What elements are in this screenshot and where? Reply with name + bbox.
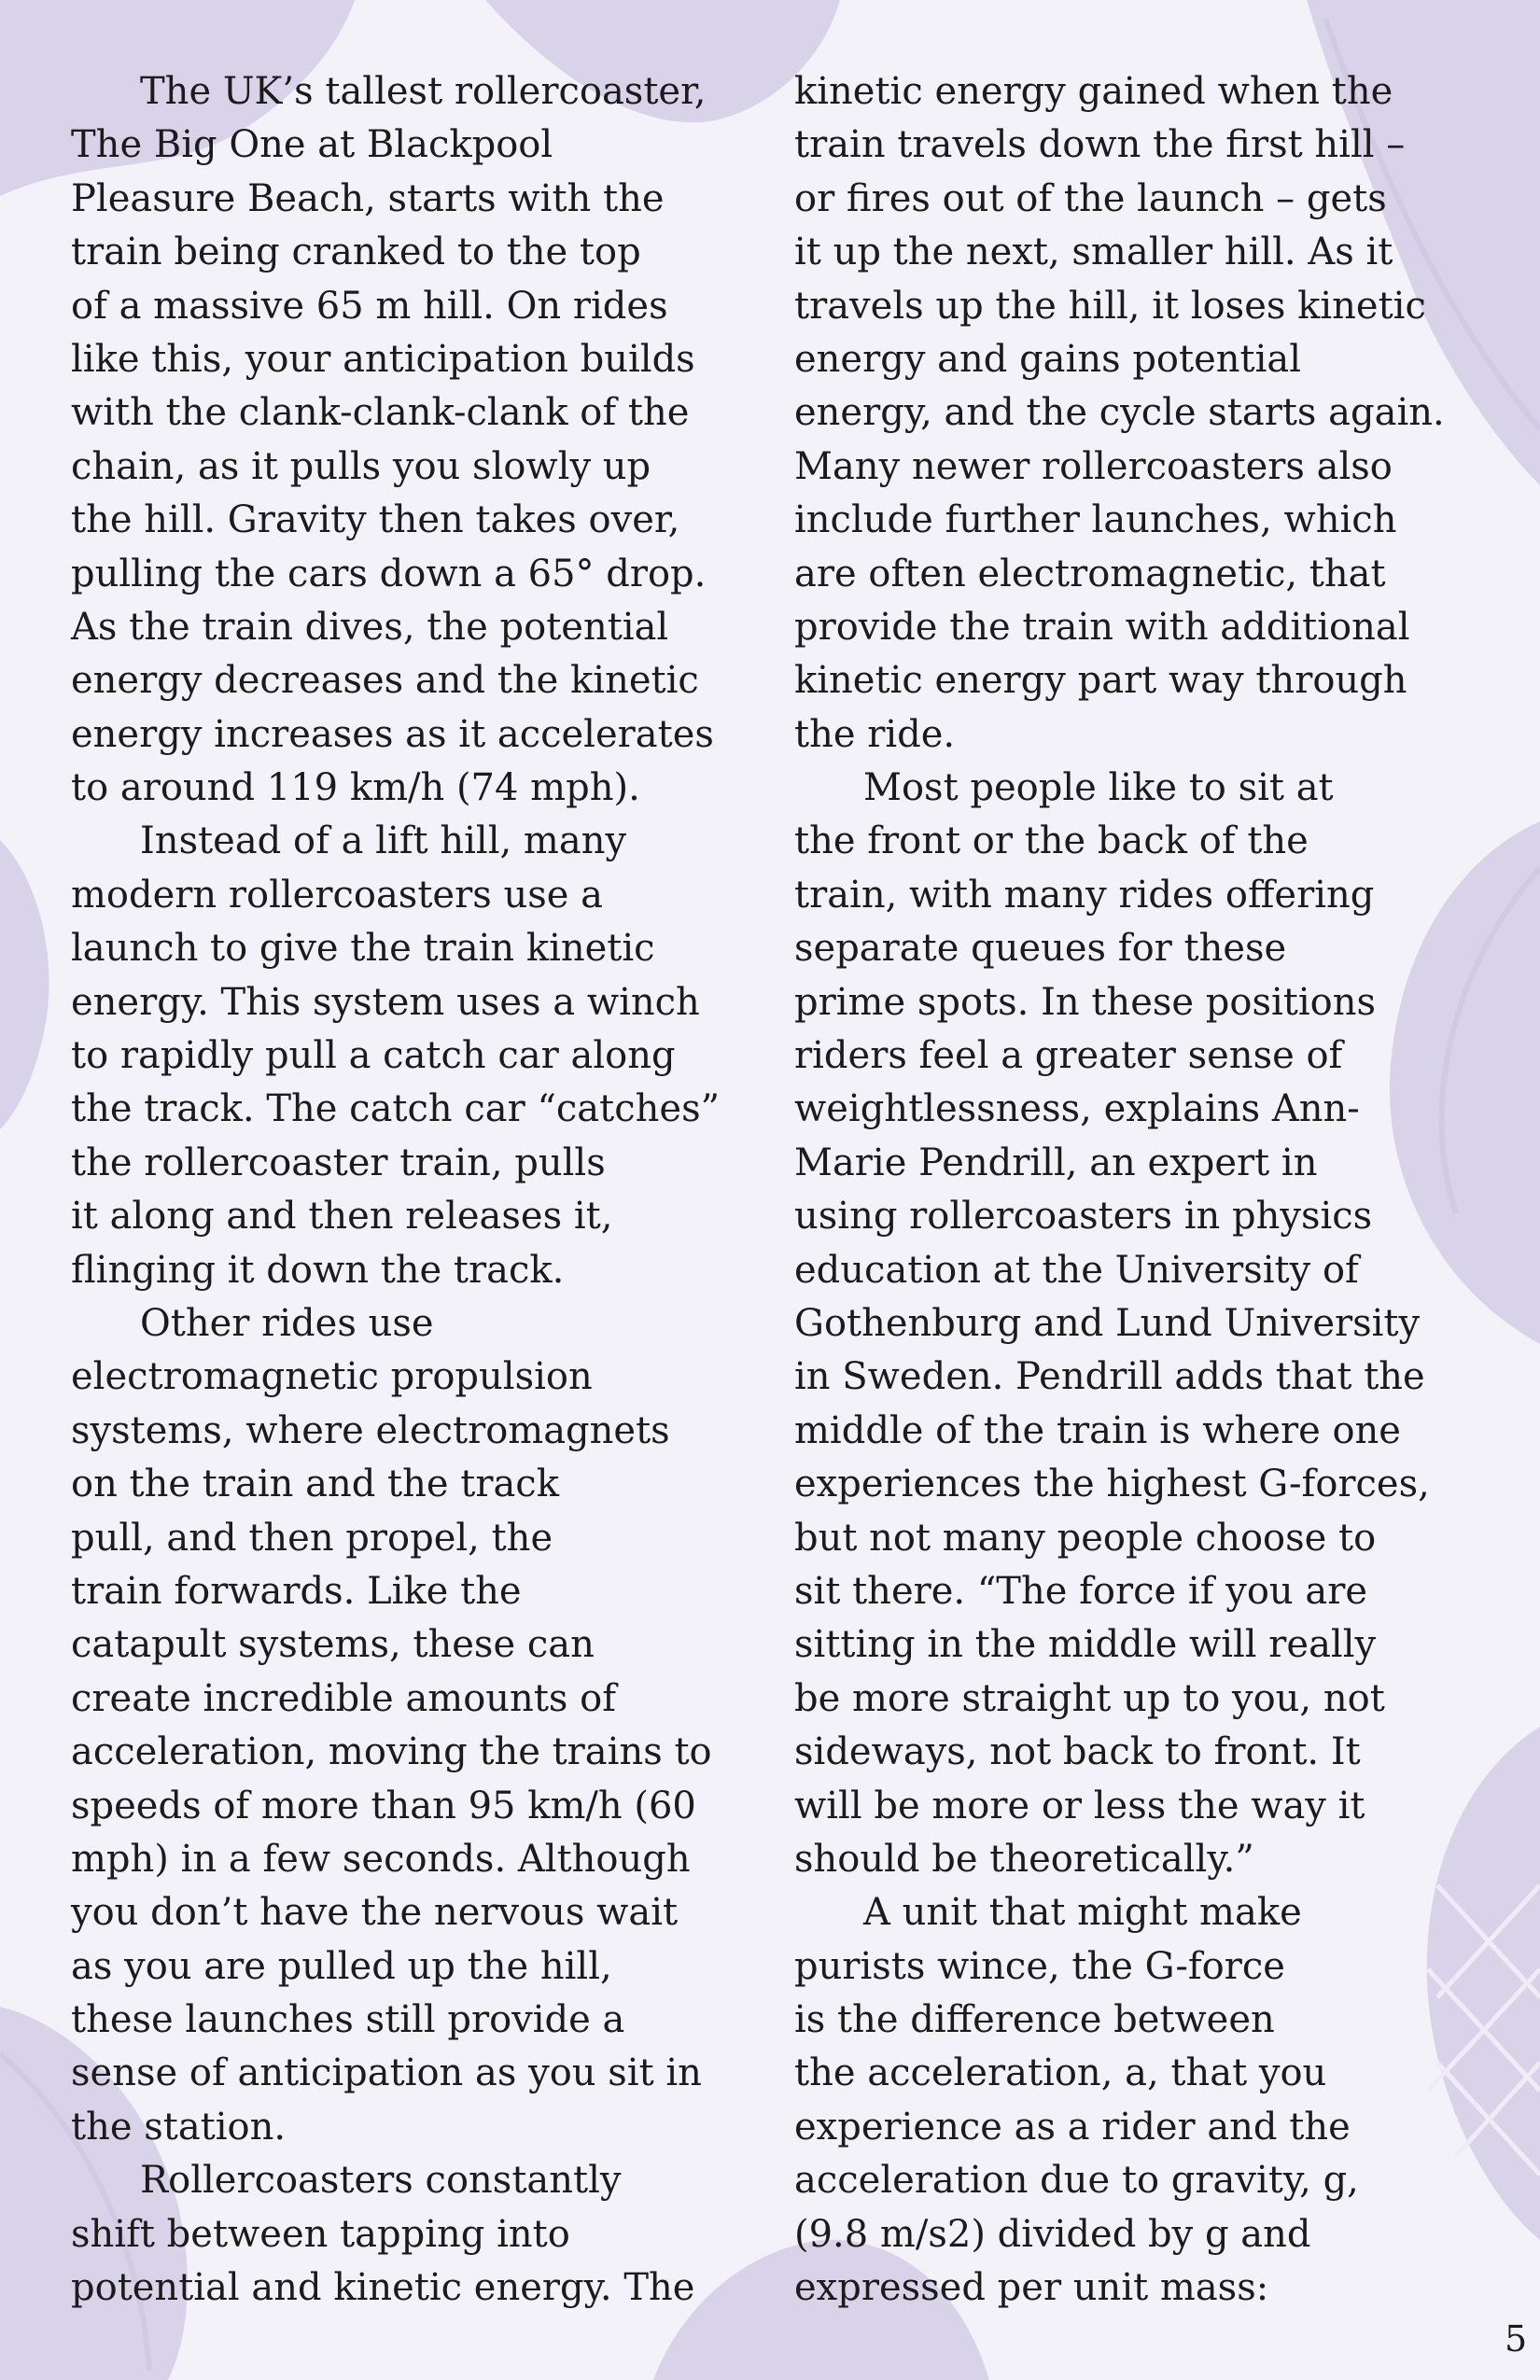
text-line: separate queues for these xyxy=(794,927,1287,971)
text-line: like this, your anticipation builds xyxy=(71,337,695,381)
text-line: energy decreases and the kinetic xyxy=(71,659,699,703)
text-line: (9.8 m/s2) divided by g and xyxy=(794,2212,1311,2256)
text-line: acceleration, moving the trains to xyxy=(71,1730,712,1774)
text-line: weightlessness, explains Ann- xyxy=(794,1087,1360,1131)
text-line: chain, as it pulls you slowly up xyxy=(71,444,651,488)
text-line: electromagnetic propulsion xyxy=(71,1355,593,1399)
text-line: experience as a rider and the xyxy=(794,2105,1351,2149)
text-line: are often electromagnetic, that xyxy=(794,552,1386,595)
text-line: or fires out of the launch – gets xyxy=(794,176,1387,220)
text-line: in Sweden. Pendrill adds that the xyxy=(794,1355,1425,1399)
text-line: train, with many rides offering xyxy=(794,873,1375,917)
text-line: pulling the cars down a 65° drop. xyxy=(71,552,707,595)
text-line: A unit that might make xyxy=(863,1891,1302,1935)
text-line: The UK’s tallest rollercoaster, xyxy=(140,70,707,113)
text-line: energy and gains potential xyxy=(794,337,1302,381)
text-line: as you are pulled up the hill, xyxy=(71,1944,612,1988)
text-line: to around 119 km/h (74 mph). xyxy=(71,766,640,810)
text-line: the acceleration, a, that you xyxy=(794,2051,1327,2095)
text-line: train forwards. Like the xyxy=(71,1569,522,1613)
text-line: middle of the train is where one xyxy=(794,1408,1401,1452)
text-line: on the train and the track xyxy=(71,1463,559,1506)
text-line: to rapidly pull a catch car along xyxy=(71,1034,676,1078)
text-line: the rollercoaster train, pulls xyxy=(71,1141,606,1184)
text-line: it up the next, smaller hill. As it xyxy=(794,231,1393,274)
text-line: purists wince, the G-force xyxy=(794,1944,1285,1988)
text-line: sense of anticipation as you sit in xyxy=(71,2051,702,2095)
text-line: the hill. Gravity then takes over, xyxy=(71,498,680,542)
text-line: systems, where electromagnets xyxy=(71,1408,670,1452)
text-line: is the difference between xyxy=(794,1998,1275,2042)
text-line: include further launches, which xyxy=(794,498,1397,542)
text-line: the front or the back of the xyxy=(794,819,1309,863)
leaf-shape-left-middle xyxy=(0,840,49,1129)
text-line: the ride. xyxy=(794,712,956,756)
text-line: Other rides use xyxy=(140,1301,434,1345)
text-line: launch to give the train kinetic xyxy=(71,927,655,971)
text-line: should be theoretically.” xyxy=(794,1837,1254,1881)
text-line: will be more or less the way it xyxy=(794,1784,1365,1827)
text-line: Instead of a lift hill, many xyxy=(140,819,627,863)
text-line: Pleasure Beach, starts with the xyxy=(71,176,665,220)
text-line: be more straight up to you, not xyxy=(794,1676,1385,1720)
text-line: the station. xyxy=(71,2105,287,2149)
text-line: pull, and then propel, the xyxy=(71,1516,553,1560)
text-line: energy, and the cycle starts again. xyxy=(794,391,1445,435)
text-line: energy. This system uses a winch xyxy=(71,980,700,1024)
text-line: provide the train with additional xyxy=(794,605,1410,649)
text-line: of a massive 65 m hill. On rides xyxy=(71,284,668,328)
text-line: with the clank-clank-clank of the xyxy=(71,391,690,435)
text-line: shift between tapping into xyxy=(71,2212,570,2256)
text-line: train being cranked to the top xyxy=(71,231,641,274)
text-line: the track. The catch car “catches” xyxy=(71,1087,721,1131)
text-line: acceleration due to gravity, g, xyxy=(794,2159,1359,2203)
text-line: modern rollercoasters use a xyxy=(71,873,603,917)
text-line: train travels down the first hill – xyxy=(794,123,1406,167)
text-line: mph) in a few seconds. Although xyxy=(71,1837,691,1881)
text-line: sit there. “The force if you are xyxy=(794,1569,1368,1613)
text-line: Many newer rollercoasters also xyxy=(794,444,1393,488)
text-line: expressed per unit mass: xyxy=(794,2266,1269,2310)
text-line: you don’t have the nervous wait xyxy=(71,1891,679,1935)
text-line: Most people like to sit at xyxy=(863,766,1334,810)
text-line: The Big One at Blackpool xyxy=(71,123,553,167)
text-line: Marie Pendrill, an expert in xyxy=(794,1141,1318,1184)
text-line: speeds of more than 95 km/h (60 xyxy=(71,1784,696,1827)
text-line: these launches still provide a xyxy=(71,1998,625,2042)
page-number: 5 xyxy=(1505,2318,1528,2359)
text-line: it along and then releases it, xyxy=(71,1195,613,1239)
text-line: kinetic energy part way through xyxy=(794,659,1407,703)
text-line: Gothenburg and Lund University xyxy=(794,1301,1421,1345)
text-line: but not many people choose to xyxy=(794,1516,1377,1560)
text-line: sitting in the middle will really xyxy=(794,1623,1377,1667)
text-line: potential and kinetic energy. The xyxy=(71,2266,695,2310)
text-column-right xyxy=(794,65,1476,2315)
text-line: flinging it down the track. xyxy=(71,1248,565,1292)
text-line: travels up the hill, it loses kinetic xyxy=(794,284,1426,328)
text-line: kinetic energy gained when the xyxy=(794,70,1393,113)
text-line: As the train dives, the potential xyxy=(71,605,669,649)
text-line: education at the University of xyxy=(794,1248,1359,1292)
text-line: experiences the highest G-forces, xyxy=(794,1463,1430,1506)
text-line: sideways, not back to front. It xyxy=(794,1730,1361,1774)
text-line: catapult systems, these can xyxy=(71,1623,595,1667)
text-column-left xyxy=(71,65,762,2315)
text-line: energy increases as it accelerates xyxy=(71,712,714,756)
text-line: prime spots. In these positions xyxy=(794,980,1377,1024)
text-line: riders feel a greater sense of xyxy=(794,1034,1343,1078)
text-line: using rollercoasters in physics xyxy=(794,1195,1373,1239)
text-line: create incredible amounts of xyxy=(71,1676,617,1720)
text-line: Rollercoasters constantly xyxy=(140,2159,622,2203)
